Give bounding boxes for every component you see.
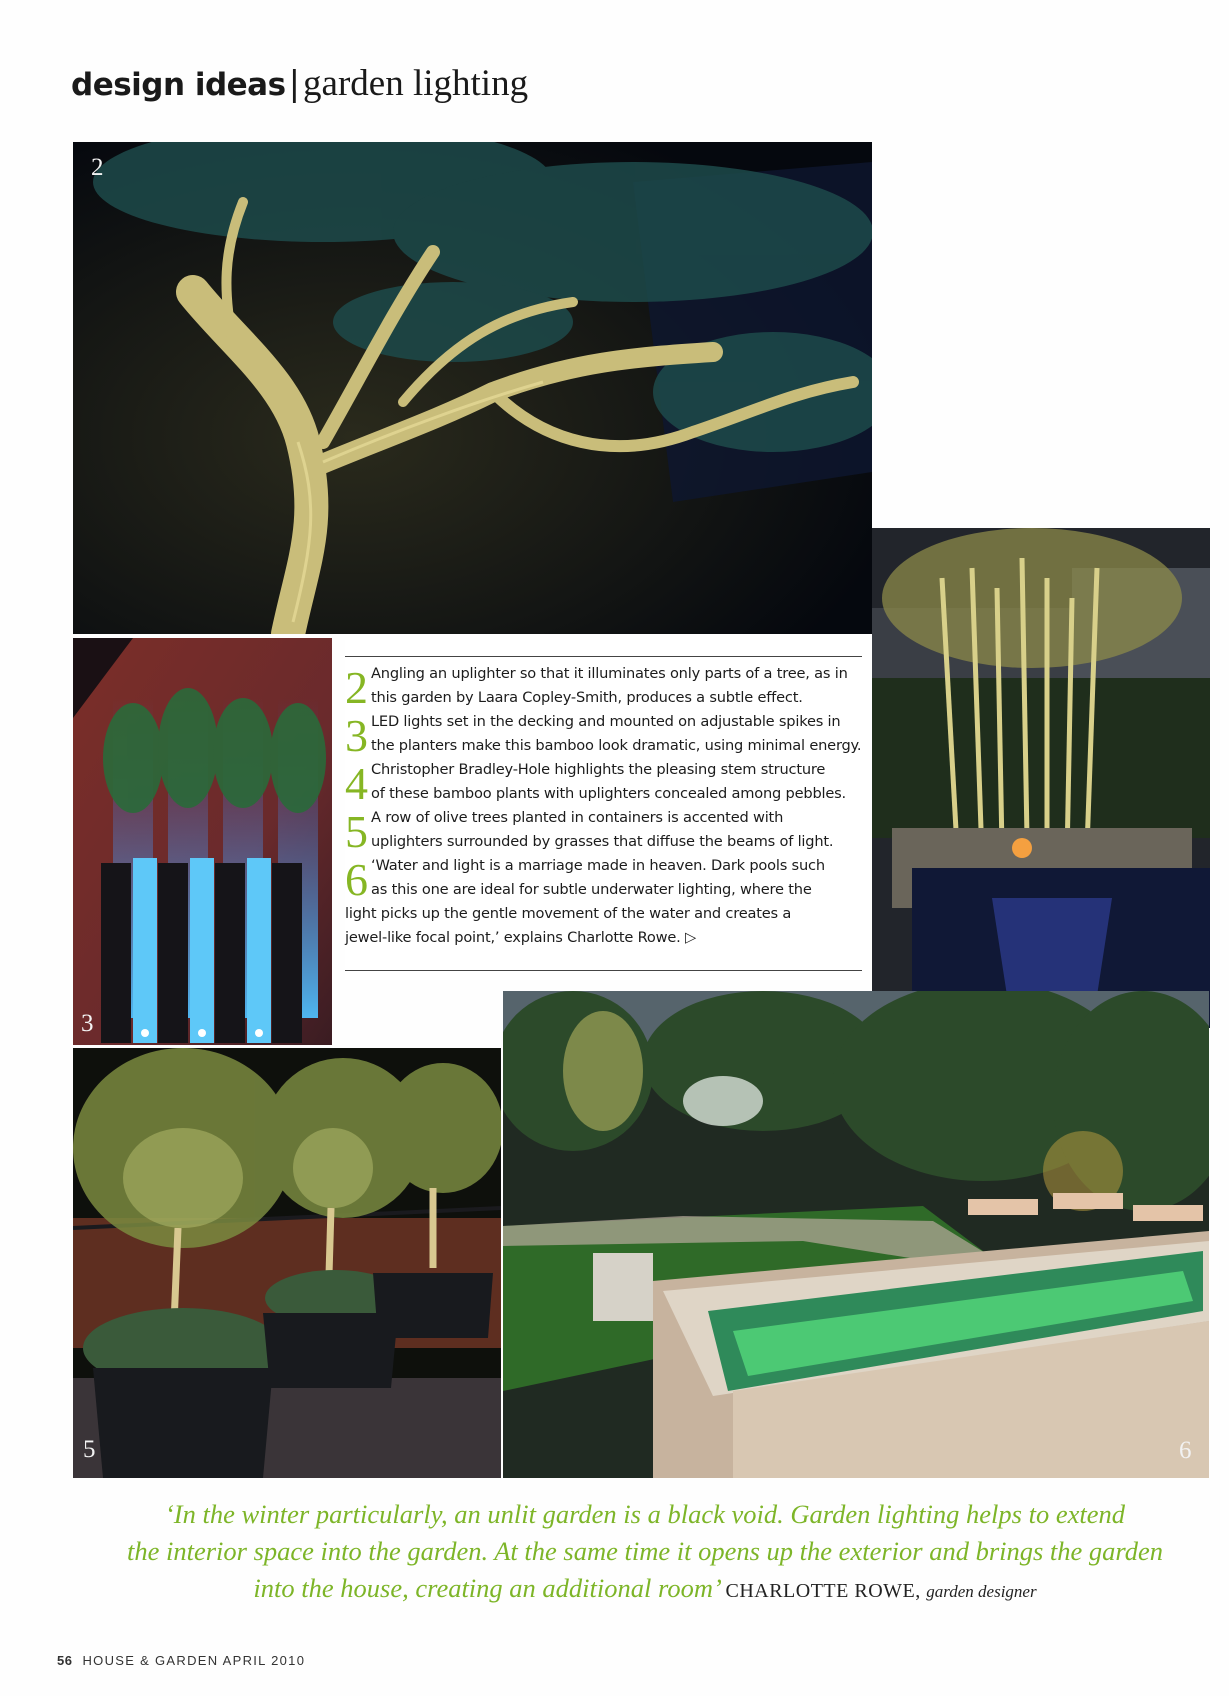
photo-6-lit-pool (503, 991, 1209, 1478)
page-footer (57, 1653, 305, 1668)
caption-line: of these bamboo plants with uplighters concealed among pebbles. (371, 785, 846, 802)
caption-3 (345, 710, 865, 761)
top-rule (345, 656, 862, 657)
header-separator: | (288, 64, 301, 104)
caption-6 (345, 854, 865, 950)
caption-line: LED lights set in the decking and mounted on adjustable spikes in (371, 713, 841, 730)
photo-number: 6 (1179, 1437, 1192, 1464)
caption-4 (345, 758, 865, 809)
photo-3-bamboo-planters (73, 638, 332, 1045)
caption-line: light picks up the gentle movement of the water and creates a (345, 905, 792, 922)
attribution-role: garden designer (926, 1582, 1037, 1601)
caption-2 (345, 662, 865, 713)
caption-number: 4 (345, 758, 368, 809)
issue-date: APRIL 2010 (222, 1653, 306, 1668)
caption-line: A row of olive trees planted in containers is accented with (371, 809, 784, 826)
caption-5 (345, 806, 865, 857)
captions (345, 662, 865, 950)
caption-line: the planters make this bamboo look dramatic, using minimal energy. (371, 737, 862, 754)
attribution-name: CHARLOTTE ROWE, (725, 1580, 921, 1602)
caption-line: ‘Water and light is a marriage made in heaven. Dark pools such (371, 857, 825, 874)
caption-line: uplighters surrounded by grasses that diffuse the beams of light. (371, 833, 834, 850)
caption-number: 2 (345, 662, 368, 713)
bottom-rule (345, 970, 862, 971)
quote-line: ‘In the winter particularly, an unlit garden is a black void. Garden lighting helps to extend (164, 1499, 1125, 1529)
topic-label: garden lighting (303, 63, 529, 104)
caption-number: 3 (345, 710, 368, 761)
section-label: design ideas (71, 67, 286, 103)
photo-number: 2 (91, 154, 104, 181)
photo-2-uplit-tree (73, 142, 872, 634)
photo-number: 3 (81, 1010, 94, 1037)
caption-line: Angling an uplighter so that it illuminates only parts of a tree, as in (371, 665, 848, 682)
pull-quote (100, 1496, 1190, 1610)
photo-5-olive-trees (73, 1048, 501, 1478)
page-number: 56 (57, 1653, 73, 1668)
caption-number: 5 (345, 806, 368, 857)
quote-line: the interior space into the garden. At the same time it opens up the exterior and brings the garden (126, 1536, 1164, 1566)
caption-line: this garden by Laara Copley-Smith, produces a subtle effect. (371, 689, 803, 706)
caption-line: Christopher Bradley-Hole highlights the pleasing stem structure (371, 761, 826, 778)
photo-number: 5 (83, 1436, 96, 1463)
section-header (71, 62, 528, 107)
photo-4-bamboo-pebbles (872, 528, 1210, 1028)
quote-line-last (100, 1570, 1190, 1610)
caption-line: as this one are ideal for subtle underwater lighting, where the (371, 881, 812, 898)
quote-attribution (725, 1580, 1036, 1602)
caption-number: 6 (345, 854, 368, 905)
caption-box (345, 640, 870, 980)
quote-text: into the house, creating an additional room’ (253, 1573, 719, 1603)
caption-line: jewel-like focal point,’ explains Charlotte Rowe. ▷ (345, 929, 697, 946)
publication-name: HOUSE & GARDEN (82, 1653, 219, 1668)
